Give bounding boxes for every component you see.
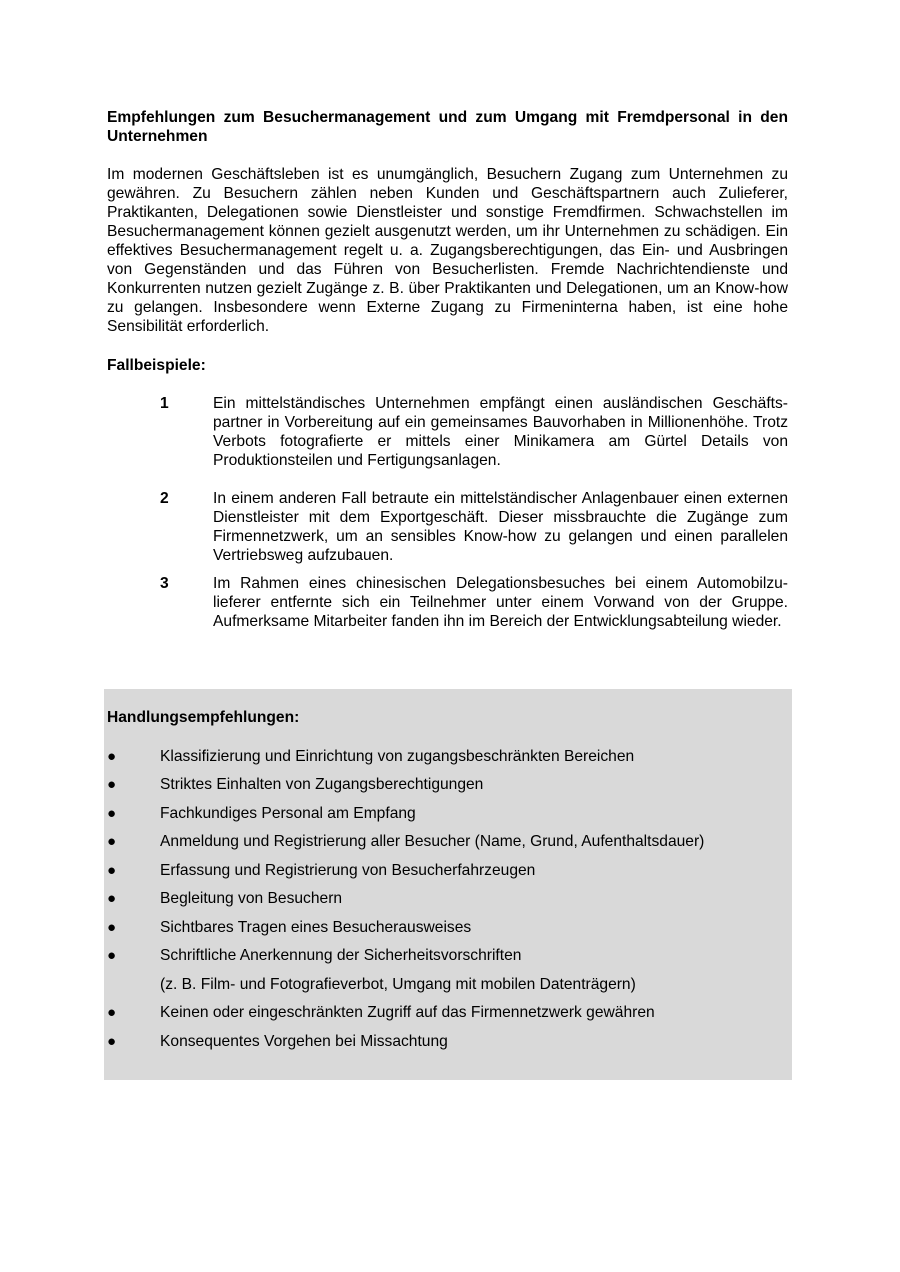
case-example [107, 394, 788, 474]
recommendation-item [104, 889, 792, 911]
recommendation-item [104, 775, 792, 797]
bullet-icon: ● [107, 890, 117, 907]
bullet-icon: ● [107, 805, 117, 822]
case-example [107, 489, 788, 569]
recommendation-text: Sichtbares Tragen eines Besucherausweises [160, 919, 472, 936]
bullet-icon: ● [107, 748, 117, 765]
recommendations-heading: Handlungsempfehlungen: [107, 709, 300, 726]
recommendation-item [104, 804, 792, 826]
recommendation-item [104, 918, 792, 940]
case-example [107, 574, 788, 654]
bullet-icon: ● [107, 919, 117, 936]
recommendation-text: Klassifizierung und Einrichtung von zugangsbeschränkten Bereichen [160, 748, 635, 765]
recommendation-text: Schriftliche Anerkennung der Sicherheitsvorschriften [160, 947, 522, 964]
bullet-icon: ● [107, 862, 117, 879]
case-text: Im Rahmen eines chinesischen Delegationsbesuches bei einem Automobilzu-lieferer entfernte sich ein Teilnehmer unter einem Vorwand von der Gruppe. Aufmerksame Mitarbeiter fanden ihn im Bereich der Entwicklungsabteilung wieder. [213, 575, 788, 630]
case-examples-heading: Fallbeispiele: [107, 357, 206, 374]
recommendation-item [104, 861, 792, 883]
case-number: 1 [160, 395, 169, 412]
case-number: 3 [160, 575, 169, 592]
bullet-icon: ● [107, 947, 117, 964]
case-text: Ein mittelständisches Unternehmen empfängt einen ausländischen Geschäfts-partner in Vorbereitung auf ein gemeinsames Bauvorhaben in Millionenhöhe. Trotz Verbots fotografierte er mittels einer Minikamera am Gürtel Details von Produktionsteilen und Fertigungsanlagen. [213, 395, 788, 469]
recommendation-text: Anmeldung und Registrierung aller Besucher (Name, Grund, Aufenthaltsdauer) [160, 833, 705, 850]
recommendation-item-continuation [104, 975, 792, 997]
recommendation-text: Fachkundiges Personal am Empfang [160, 805, 416, 822]
recommendations-box [104, 689, 792, 1080]
recommendation-text: Erfassung und Registrierung von Besucherfahrzeugen [160, 862, 536, 879]
recommendation-item [104, 1032, 792, 1054]
recommendation-text: Begleitung von Besuchern [160, 890, 343, 907]
recommendation-text: Keinen oder eingeschränkten Zugriff auf das Firmennetzwerk gewähren [160, 1004, 655, 1021]
recommendation-text: Konsequentes Vorgehen bei Missachtung [160, 1033, 448, 1050]
bullet-icon: ● [107, 833, 117, 850]
recommendation-item [104, 832, 792, 854]
recommendation-item [104, 747, 792, 769]
recommendation-text: (z. B. Film- und Fotografieverbot, Umgang mit mobilen Datenträgern) [160, 976, 636, 993]
bullet-icon: ● [107, 776, 117, 793]
intro-paragraph: Im modernen Geschäftsleben ist es unumgänglich, Besuchern Zugang zum Unternehmen zu gewähren. Zu Besuchern zählen neben Kunden und Geschäftspartnern auch Zulieferer, Praktikanten, Delegationen sowie Dienstleister und sonstige Fremdfirmen. Schwachstellen im Besuchermanagement können gezielt ausgenutzt werden, um ihr Unternehmen zu schädigen. Ein effektives Besuchermanagement regelt u. a. Zugangsberechtigungen, das Ein- und Ausbringen von Gegenständen und das Führen von Besucherlisten. Fremde Nachrichtendienste und Konkurrenten nutzen gezielt Zugänge z. B. über Praktikanten und Delegationen, um an Know-how zu gelangen. Insbesondere wenn Externe Zugang zu Firmeninterna haben, ist eine hohe Sensibilität erforderlich. [107, 166, 788, 335]
recommendation-item [104, 1003, 792, 1025]
bullet-icon: ● [107, 1033, 117, 1050]
document-title: Empfehlungen zum Besuchermanagement und zum Umgang mit Fremdpersonal in den Unternehmen [107, 109, 788, 145]
bullet-icon: ● [107, 1004, 117, 1021]
case-number: 2 [160, 490, 169, 507]
recommendation-text: Striktes Einhalten von Zugangsberechtigungen [160, 776, 484, 793]
recommendation-item [104, 946, 792, 968]
case-text: In einem anderen Fall betraute ein mittelständischer Anlagenbauer einen externen Dienstleister mit dem Exportgeschäft. Dieser missbrauchte die Zugänge zum Firmennetzwerk, um an sensibles Know-how zu gelangen und einen parallelen Vertriebsweg aufzubauen. [213, 490, 788, 564]
